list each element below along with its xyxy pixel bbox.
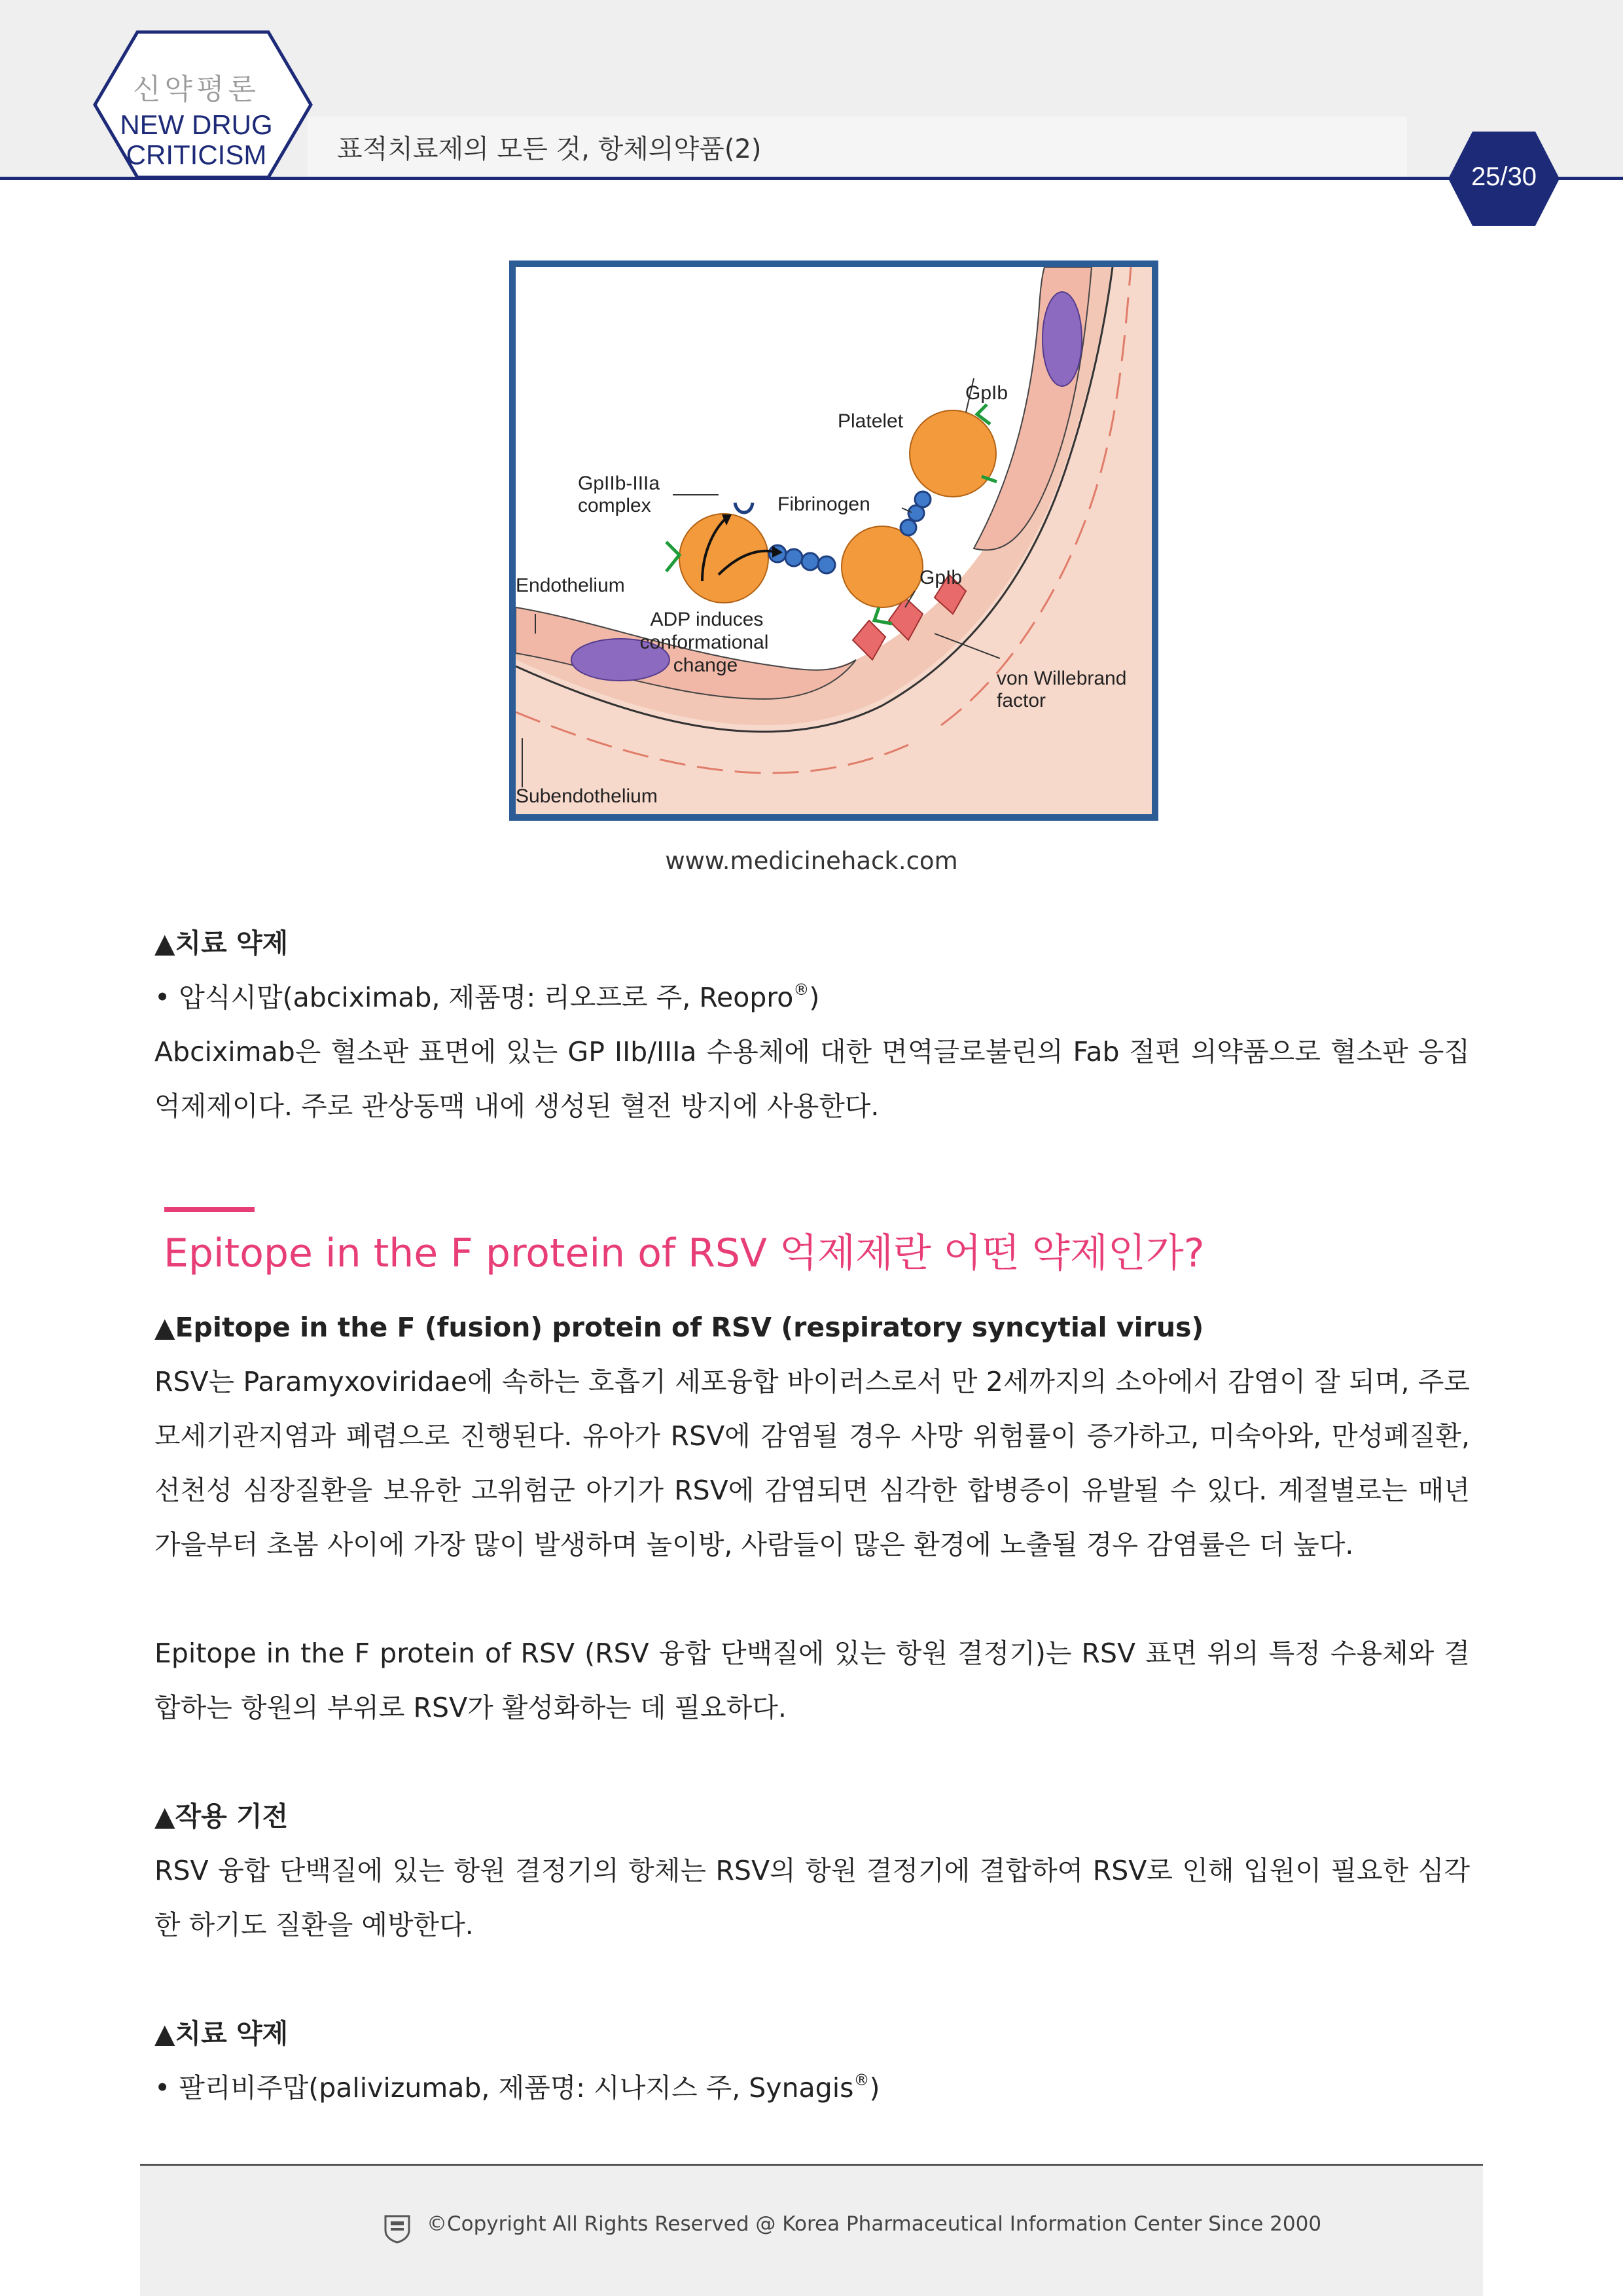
logo-korean: 신약평론 xyxy=(132,73,260,106)
registered-mark: ® xyxy=(853,2071,870,2089)
section2-title: Epitope in the F protein of RSV 억제제란 어떤 약제인가? xyxy=(164,1230,1205,1276)
abciximab-bullet-text: • 압식시맙(abciximab, 제품명: 리오프로 주, Reopro xyxy=(154,982,794,1013)
page-number: 25/30 xyxy=(1471,162,1537,191)
label-fibrinogen: Fibrinogen xyxy=(777,493,870,515)
rsv-paragraph-1: RSV는 Paramyxoviridae에 속하는 호흡기 세포융합 바이러스로서 만 2세까지의 소아에서 감염이 잘 되며, 주로 모세기관지염과 폐렴으로 진행된다. 유아가 RSV에 감염될 경우 사망 위험률이 증가하고, 미숙아와, 만성폐질환, 선천성 심장질환을 보유한 고위험군 아기가 RSV에 감염되면 심각한 합병증이 유발될 수 있다. 계절별로는 매년 가을부터 초봄 사이에 가장 많이 발생하며 놀이방, 사람들이 많은 환경에 노출될 경우 감염률은 더 높다. xyxy=(154,1366,1470,1560)
palivizumab-bullet-text: • 팔리비주맙(palivizumab, 제품명: 시나지스 주, Synagis xyxy=(154,2072,854,2104)
mechanism-text: RSV 융합 단백질에 있는 항원 결정기의 항체는 RSV의 항원 결정기에 결합하여 RSV로 인해 입원이 필요한 심각한 하기도 질환을 예방한다. xyxy=(154,1855,1470,1941)
footer-copyright: ©Copyright All Rights Reserved @ Korea Pharmaceutical Information Center Since 2000 xyxy=(427,2212,1322,2236)
label-adp-2: conformational xyxy=(639,632,769,653)
figure-source: www.medicinehack.com xyxy=(665,847,958,875)
label-adp-3: change xyxy=(673,655,738,676)
platelet-adhesion-figure xyxy=(509,260,1158,821)
registered-mark: ® xyxy=(793,980,810,999)
abciximab-bullet-close: ) xyxy=(809,982,820,1013)
abciximab-paragraph: Abciximab은 혈소판 표면에 있는 GP IIb/IIIa 수용체에 대한 면역글로불린의 Fab 절편 의약품으로 혈소판 응집 억제제이다. 주로 관상동맥 내에 생성된 혈전 방지에 사용한다. xyxy=(154,1036,1470,1122)
label-subendothelium: Subendothelium xyxy=(516,785,658,807)
rsv-paragraph-2: Epitope in the F protein of RSV (RSV 융합 단백질에 있는 항원 결정기)는 RSV 표면 위의 특정 수용체와 결합하는 항원의 부위로 RSV가 활성화하는 데 필요하다. xyxy=(154,1638,1470,1723)
label-platelet: Platelet xyxy=(838,410,904,432)
shield-logo-icon xyxy=(383,2214,412,2244)
abciximab-bullet xyxy=(154,971,1470,1025)
header-title: 표적치료제의 모든 것, 항체의약품(2) xyxy=(337,134,762,164)
header-divider xyxy=(0,177,1623,180)
section1-heading: ▲치료 약제 xyxy=(154,927,289,959)
label-gpiib-iiia-2: complex xyxy=(578,495,651,516)
palivizumab-bullet xyxy=(154,2061,1470,2115)
label-von-willebrand-2: factor xyxy=(997,690,1046,711)
mechanism-heading: ▲작용 기전 xyxy=(154,1801,289,1832)
label-gpiib-iiia-1: GpIIb-IIIa xyxy=(578,473,660,494)
label-adp-1: ADP induces xyxy=(650,609,764,630)
logo-english-line1: NEW DRUG xyxy=(120,109,273,140)
logo-english-line2: CRITICISM xyxy=(126,139,267,170)
label-endothelium: Endothelium xyxy=(516,575,625,596)
drug-heading: ▲치료 약제 xyxy=(154,2018,289,2049)
label-gpib-top: GpIb xyxy=(965,382,1008,404)
label-von-willebrand-1: von Willebrand xyxy=(997,668,1127,689)
footer-divider xyxy=(140,2164,1483,2166)
rsv-subheading: ▲Epitope in the F (fusion) protein of RSV (respiratory syncytial virus) xyxy=(154,1312,1204,1343)
palivizumab-bullet-close: ) xyxy=(869,2072,880,2104)
section-accent-bar xyxy=(164,1207,255,1212)
logo-english xyxy=(98,110,294,170)
label-gpib-mid: GpIb xyxy=(919,567,963,588)
